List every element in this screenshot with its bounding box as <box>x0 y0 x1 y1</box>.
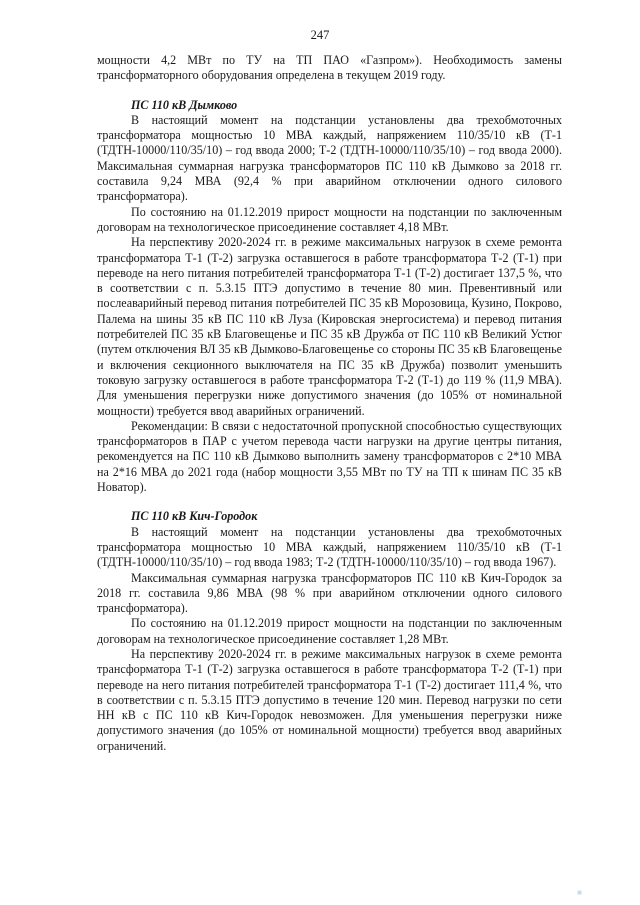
paragraph: По состоянию на 01.12.2019 прирост мощности на подстанции по заключенным договорам на технологическое присоединение составляет 4,18 МВт. <box>97 204 562 234</box>
paragraph: В настоящий момент на подстанции установлены два трехобмоточных трансформатора мощностью 10 МВА каждый, напряжением 110/35/10 кВ (Т-1 (ТДТН-10000/110/35/10) – год ввода 2000; Т-2 (ТДТН-10000/110/35/10) – год ввода 2000). Максимальная суммарная нагрузка трансформаторов ПС 110 кВ Дымково за 2018 гг. составила 9,24 МВА (92,4 % при аварийном отключении одного силового трансформатора). <box>97 112 562 204</box>
paragraph-continuation: мощности 4,2 МВт по ТУ на ТП ПАО «Газпром»). Необходимость замены трансформаторного оборудования определена в текущем 2019 году. <box>97 53 562 83</box>
paragraph: На перспективу 2020-2024 гг. в режиме максимальных нагрузок в схеме ремонта трансформатора Т-1 (Т-2) загрузка оставшегося в работе трансформатора Т-2 (Т-1) при переводе на него питания потребителей трансформатора Т-1 (Т-2) достигает 137,5 %, что в соответствии с п. 5.3.15 ПТЭ допустимо в течение 80 мин. Превентивный или послеаварийный перевод питания потребителей ПС 35 кВ Морозовица, Кузино, Покрово, Палема на шины 35 кВ ПС 110 кВ Луза (Кировская энергосистема) и перевод питания потребителей ПС 35 кВ Благовещенье и ПС 35 кВ Дружба от ПС 110 кВ Великий Устюг (путем отключения ВЛ 35 кВ Дымково-Благовещенье со стороны ПС 35 кВ Благовещенье и включения секционного выключателя на ПС 35 кВ Дружба) позволит уменьшить токовую загрузку оставшегося в работе трансформатора Т-2 (Т-1) до 119 % (11,9 МВА). Для уменьшения перегрузки ниже допустимого значения (до 105% от номинальной мощности) требуется ввод аварийных ограничений. <box>97 235 562 418</box>
paragraph: По состоянию на 01.12.2019 прирост мощности на подстанции по заключенным договорам на технологическое присоединение составляет 1,28 МВт. <box>97 616 562 646</box>
paragraph: Максимальная суммарная нагрузка трансформаторов ПС 110 кВ Кич-Городок за 2018 гг. составила 9,86 МВА (98 % при аварийном отключении одного силового трансформатора). <box>97 570 562 616</box>
page-number: 247 <box>310 28 330 42</box>
paragraph: В настоящий момент на подстанции установлены два трехобмоточных трансформатора мощностью 10 МВА каждый, напряжением 110/35/10 кВ (Т-1 (ТДТН-10000/110/35/10) – год ввода 1983; Т-2 (ТДТН-10000/110/35/10) – год ввода 1967). <box>97 524 562 570</box>
paragraph: На перспективу 2020-2024 гг. в режиме максимальных нагрузок в схеме ремонта трансформатора Т-1 (Т-2) загрузка оставшегося в работе трансформатора Т-2 (Т-1) при переводе на него питания потребителей трансформатора Т-1 (Т-2) достигает 111,4 %, что в соответствии с п. 5.3.15 ПТЭ допустимо в течение 120 мин. Перевод нагрузки по сети НН кВ с ПС 110 кВ Кич-Городок невозможен. Для уменьшения перегрузки ниже допустимого значения (до 105% от номинальной мощности) требуется ввод аварийных ограничений. <box>97 646 562 753</box>
paragraph-recommendations: Рекомендации: В связи с недостаточной пропускной способностью существующих трансформаторов в ПАР с учетом перевода части нагрузки на другие центры питания, рекомендуется на ПС 110 кВ Дымково выполнить замену трансформаторов с 2*10 МВА на 2*16 МВА до 2021 года (набор мощности 3,55 МВт по ТУ на ТП к шинам ПС 35 кВ Новатор). <box>97 418 562 495</box>
scan-artifact: ■ <box>577 888 582 897</box>
section-heading-kich-gorodok: ПС 110 кВ Кич-Городок <box>131 509 258 524</box>
document-body <box>97 53 562 754</box>
section-heading-dymkovo: ПС 110 кВ Дымково <box>131 97 238 112</box>
